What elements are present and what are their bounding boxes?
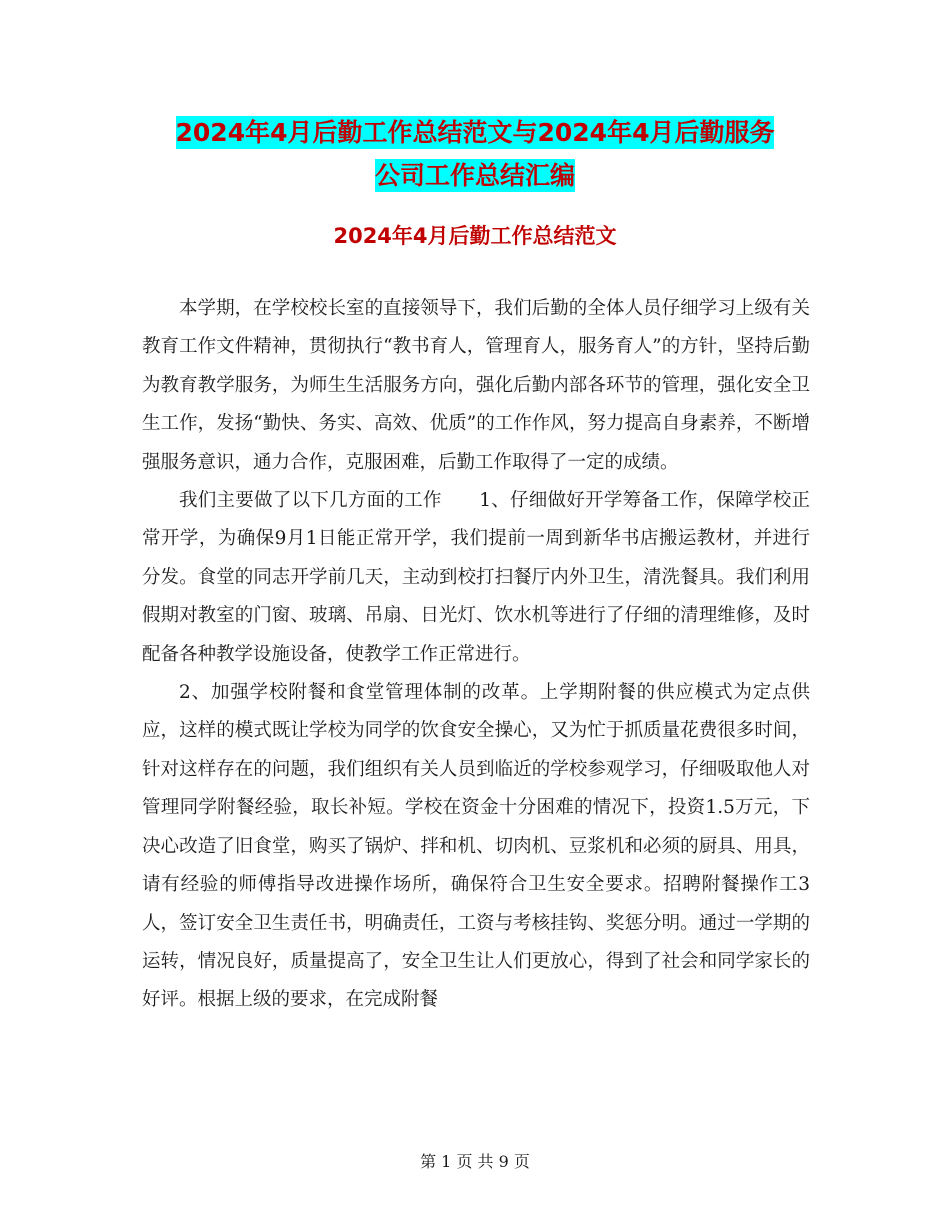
document-title-highlight-1: 2024年4月后勤工作总结范文与2024年4月后勤服务: [175, 118, 775, 147]
paragraph-2: 我们主要做了以下几方面的工作 1、仔细做好开学筹备工作，保障学校正常开学，为确保9月1日能正常开学，我们提前一周到新华书店搬运教材，并进行分发。食堂的同志开学前几天，主动到校打扫餐厅内外卫生，清洗餐具。我们利用假期对教室的门窗、玻璃、吊扇、日光灯、饮水机等进行了仔细的清理维修，及时配备各种教学设施设备，使教学工作正常进行。: [142, 490, 810, 665]
document-title-highlight-2: 公司工作总结汇编: [374, 161, 575, 190]
section-title: 2024年4月后勤工作总结范文: [333, 224, 617, 248]
document-body: [142, 290, 810, 1020]
paragraph-3: 2、加强学校附餐和食堂管理体制的改革。上学期附餐的供应模式为定点供应，这样的模式既让学校为同学的饮食安全操心，又为忙于抓质量花费很多时间，针对这样存在的问题，我们组织有关人员到临近的学校参观学习，仔细吸取他人对管理同学附餐经验，取长补短。学校在资金十分困难的情况下，投资1.5万元，下决心改造了旧食堂，购买了锅炉、拌和机、切肉机、豆浆机和必须的厨具、用具，请有经验的师傅指导改进操作场所，确保符合卫生安全要求。招聘附餐操作工3人，签订安全卫生责任书，明确责任，工资与考核挂钩、奖惩分明。通过一学期的运转，情况良好，质量提高了，安全卫生让人们更放心，得到了社会和同学家长的好评。根据上级的要求，在完成附餐: [142, 682, 810, 1011]
document-title-line-1: [0, 110, 950, 156]
paragraph-1: 本学期，在学校校长室的直接领导下，我们后勤的全体人员仔细学习上级有关教育工作文件精神，贯彻执行“教书育人，管理育人，服务育人”的方针，坚持后勤为教育教学服务，为师生生活服务方向，强化后勤内部各环节的管理，强化安全卫生工作，发扬“勤快、务实、高效、优质”的工作作风，努力提高自身素养，不断增强服务意识，通力合作，克服困难，后勤工作取得了一定的成绩。: [142, 298, 810, 473]
document-title-line-2: [0, 153, 950, 199]
page-footer: 第 1 页 共 9 页: [420, 1152, 530, 1171]
